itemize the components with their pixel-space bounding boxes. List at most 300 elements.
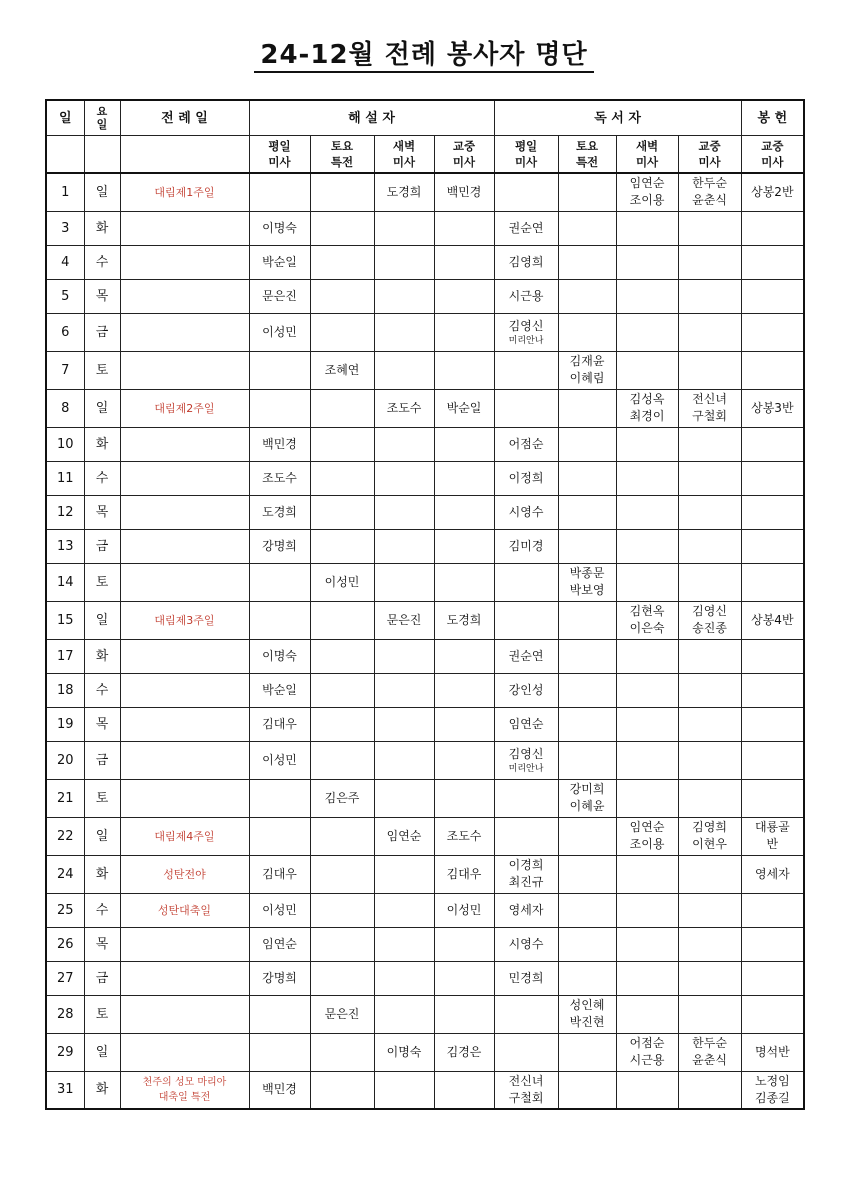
comm-dawn-cell (374, 995, 434, 1033)
day-cell: 26 (46, 927, 84, 961)
comm-dawn-cell (374, 673, 434, 707)
comm-dawn-cell (374, 351, 434, 389)
reader-weekday-cell: 김미경 (494, 529, 558, 563)
reader-main-cell: 한두순 윤춘식 (678, 1033, 741, 1071)
table-row (46, 855, 804, 893)
table-row (46, 893, 804, 927)
day-cell: 15 (46, 601, 84, 639)
comm-dawn-cell (374, 855, 434, 893)
table-row (46, 995, 804, 1033)
reader-sat-cell (558, 173, 616, 211)
day-cell: 27 (46, 961, 84, 995)
reader-main-cell (678, 707, 741, 741)
comm-main-cell (434, 245, 494, 279)
comm-sat-cell (310, 313, 374, 351)
weekday-cell: 금 (84, 741, 120, 779)
reader-main-cell (678, 495, 741, 529)
header-liturgy: 전 례 일 (120, 100, 249, 136)
comm-dawn-cell: 이명숙 (374, 1033, 434, 1071)
comm-weekday-cell (249, 173, 310, 211)
day-cell: 12 (46, 495, 84, 529)
reader-dawn-cell (616, 461, 678, 495)
liturgy-cell (120, 245, 249, 279)
comm-sat-cell (310, 389, 374, 427)
reader-dawn-cell (616, 995, 678, 1033)
table-row (46, 495, 804, 529)
sub-header-offering-main: 교중 미사 (741, 136, 804, 174)
comm-dawn-cell: 조도수 (374, 389, 434, 427)
comm-sat-cell (310, 427, 374, 461)
comm-dawn-cell (374, 279, 434, 313)
table-row (46, 707, 804, 741)
offering-cell (741, 351, 804, 389)
comm-weekday-cell: 이성민 (249, 313, 310, 351)
weekday-cell: 수 (84, 461, 120, 495)
comm-weekday-cell (249, 995, 310, 1033)
reader-dawn-cell (616, 707, 678, 741)
reader-weekday-cell (494, 563, 558, 601)
liturgy-cell (120, 461, 249, 495)
weekday-cell: 토 (84, 779, 120, 817)
weekday-cell: 일 (84, 601, 120, 639)
comm-main-cell (434, 707, 494, 741)
reader-dawn-cell (616, 961, 678, 995)
comm-sat-cell (310, 601, 374, 639)
comm-main-cell (434, 461, 494, 495)
comm-main-cell (434, 927, 494, 961)
reader-main-cell (678, 313, 741, 351)
liturgy-cell: 대림제4주일 (120, 817, 249, 855)
reader-dawn-cell (616, 529, 678, 563)
reader-sat-cell (558, 529, 616, 563)
reader-sat-cell (558, 279, 616, 313)
weekday-cell: 목 (84, 279, 120, 313)
day-cell: 20 (46, 741, 84, 779)
liturgy-cell: 천주의 성모 마리아 대축일 특전 (120, 1071, 249, 1109)
reader-weekday-cell: 민경희 (494, 961, 558, 995)
reader-main-cell: 전신녀 구철회 (678, 389, 741, 427)
comm-weekday-cell: 조도수 (249, 461, 310, 495)
reader-sat-cell: 강미희 이혜윤 (558, 779, 616, 817)
comm-weekday-cell: 이성민 (249, 741, 310, 779)
header-weekday: 요 일 (84, 100, 120, 136)
reader-main-cell (678, 855, 741, 893)
comm-dawn-cell: 임연순 (374, 817, 434, 855)
offering-cell (741, 563, 804, 601)
liturgy-cell (120, 639, 249, 673)
reader-main-cell (678, 639, 741, 673)
reader-weekday-cell: 강인성 (494, 673, 558, 707)
offering-cell: 상봉2반 (741, 173, 804, 211)
comm-main-cell: 김경은 (434, 1033, 494, 1071)
comm-main-cell (434, 427, 494, 461)
comm-weekday-cell: 이성민 (249, 893, 310, 927)
day-cell: 11 (46, 461, 84, 495)
comm-sat-cell (310, 741, 374, 779)
weekday-cell: 일 (84, 173, 120, 211)
comm-sat-cell: 김은주 (310, 779, 374, 817)
reader-main-cell: 김영희 이현우 (678, 817, 741, 855)
reader-dawn-cell: 임연순 조이용 (616, 173, 678, 211)
reader-dawn-cell (616, 313, 678, 351)
reader-sat-cell: 박종문 박보영 (558, 563, 616, 601)
sub-header-weekday-mass: 평일 미사 (494, 136, 558, 174)
reader-weekday-cell (494, 601, 558, 639)
reader-sat-cell (558, 741, 616, 779)
day-cell: 31 (46, 1071, 84, 1109)
table-row (46, 817, 804, 855)
table-row (46, 779, 804, 817)
sub-header-sat-special: 토요 특전 (310, 136, 374, 174)
reader-weekday-cell: 김영신 미리안나 (494, 313, 558, 351)
reader-weekday-cell: 이정희 (494, 461, 558, 495)
comm-main-cell (434, 351, 494, 389)
reader-weekday-cell: 어점순 (494, 427, 558, 461)
weekday-cell: 화 (84, 1071, 120, 1109)
header-commentator: 해 설 자 (249, 100, 494, 136)
comm-sat-cell (310, 707, 374, 741)
reader-dawn-cell: 김현옥 이은숙 (616, 601, 678, 639)
weekday-cell: 금 (84, 529, 120, 563)
comm-dawn-cell (374, 313, 434, 351)
liturgy-cell (120, 563, 249, 601)
comm-dawn-cell (374, 529, 434, 563)
reader-sat-cell (558, 427, 616, 461)
reader-dawn-cell (616, 279, 678, 313)
comm-weekday-cell: 문은진 (249, 279, 310, 313)
comm-sat-cell (310, 927, 374, 961)
reader-sat-cell (558, 461, 616, 495)
weekday-cell: 토 (84, 351, 120, 389)
comm-dawn-cell (374, 1071, 434, 1109)
weekday-cell: 화 (84, 855, 120, 893)
table-row (46, 927, 804, 961)
liturgy-cell (120, 673, 249, 707)
table-row (46, 601, 804, 639)
weekday-cell: 일 (84, 817, 120, 855)
day-cell: 4 (46, 245, 84, 279)
liturgy-cell (120, 495, 249, 529)
offering-cell (741, 461, 804, 495)
header-offering: 봉 헌 (741, 100, 804, 136)
comm-main-cell (434, 495, 494, 529)
offering-cell (741, 495, 804, 529)
reader-sat-cell (558, 245, 616, 279)
liturgy-cell (120, 1033, 249, 1071)
liturgy-cell (120, 779, 249, 817)
reader-main-cell (678, 995, 741, 1033)
reader-weekday-cell (494, 351, 558, 389)
reader-weekday-cell (494, 817, 558, 855)
reader-weekday-cell (494, 173, 558, 211)
comm-dawn-cell (374, 639, 434, 673)
reader-weekday-cell: 시근용 (494, 279, 558, 313)
name-note: 미리안나 (508, 335, 544, 346)
table-row (46, 673, 804, 707)
comm-sat-cell (310, 279, 374, 313)
comm-weekday-cell: 도경희 (249, 495, 310, 529)
reader-weekday-cell: 영세자 (494, 893, 558, 927)
reader-sat-cell (558, 211, 616, 245)
reader-main-cell (678, 461, 741, 495)
reader-sat-cell (558, 495, 616, 529)
weekday-cell: 목 (84, 495, 120, 529)
liturgy-cell (120, 995, 249, 1033)
sub-header-dawn-mass: 새벽 미사 (374, 136, 434, 174)
comm-main-cell: 이성민 (434, 893, 494, 927)
comm-sat-cell (310, 1071, 374, 1109)
liturgy-cell (120, 211, 249, 245)
day-cell: 21 (46, 779, 84, 817)
header-row-1 (46, 100, 804, 136)
comm-sat-cell (310, 173, 374, 211)
comm-main-cell (434, 529, 494, 563)
comm-weekday-cell (249, 351, 310, 389)
comm-weekday-cell: 김대우 (249, 855, 310, 893)
liturgy-cell (120, 313, 249, 351)
comm-weekday-cell (249, 563, 310, 601)
comm-main-cell: 도경희 (434, 601, 494, 639)
offering-cell (741, 961, 804, 995)
table-row (46, 245, 804, 279)
reader-dawn-cell (616, 741, 678, 779)
comm-weekday-cell (249, 1033, 310, 1071)
day-cell: 14 (46, 563, 84, 601)
comm-weekday-cell: 임연순 (249, 927, 310, 961)
weekday-cell: 화 (84, 211, 120, 245)
weekday-cell: 수 (84, 245, 120, 279)
reader-dawn-cell (616, 639, 678, 673)
reader-weekday-cell: 시영수 (494, 927, 558, 961)
comm-sat-cell (310, 245, 374, 279)
day-cell: 7 (46, 351, 84, 389)
reader-weekday-cell: 권순연 (494, 211, 558, 245)
offering-cell (741, 211, 804, 245)
reader-sat-cell (558, 389, 616, 427)
day-cell: 13 (46, 529, 84, 563)
liturgy-cell (120, 279, 249, 313)
comm-sat-cell (310, 461, 374, 495)
comm-sat-cell (310, 673, 374, 707)
table-row (46, 563, 804, 601)
liturgy-cell (120, 351, 249, 389)
table-row (46, 173, 804, 211)
comm-dawn-cell (374, 461, 434, 495)
reader-main-cell (678, 893, 741, 927)
offering-cell: 노정임 김종길 (741, 1071, 804, 1109)
comm-main-cell (434, 961, 494, 995)
comm-sat-cell: 조혜연 (310, 351, 374, 389)
offering-cell (741, 995, 804, 1033)
table-row (46, 961, 804, 995)
reader-sat-cell (558, 639, 616, 673)
reader-dawn-cell (616, 893, 678, 927)
day-cell: 22 (46, 817, 84, 855)
day-cell: 18 (46, 673, 84, 707)
reader-sat-cell (558, 855, 616, 893)
reader-weekday-cell: 김영희 (494, 245, 558, 279)
day-cell: 17 (46, 639, 84, 673)
liturgy-cell (120, 529, 249, 563)
offering-cell (741, 741, 804, 779)
reader-sat-cell (558, 927, 616, 961)
liturgy-cell (120, 427, 249, 461)
reader-sat-cell (558, 673, 616, 707)
comm-dawn-cell: 문은진 (374, 601, 434, 639)
comm-weekday-cell: 박순일 (249, 673, 310, 707)
reader-main-cell (678, 279, 741, 313)
name-note: 미리안나 (508, 763, 544, 774)
comm-main-cell: 조도수 (434, 817, 494, 855)
weekday-cell: 토 (84, 995, 120, 1033)
liturgy-cell (120, 741, 249, 779)
comm-dawn-cell (374, 961, 434, 995)
table-row (46, 211, 804, 245)
offering-cell (741, 779, 804, 817)
comm-main-cell (434, 279, 494, 313)
reader-sat-cell: 김재윤 이혜림 (558, 351, 616, 389)
comm-dawn-cell (374, 245, 434, 279)
comm-sat-cell: 문은진 (310, 995, 374, 1033)
reader-dawn-cell (616, 855, 678, 893)
comm-sat-cell (310, 211, 374, 245)
day-cell: 25 (46, 893, 84, 927)
reader-main-cell (678, 961, 741, 995)
reader-dawn-cell (616, 927, 678, 961)
comm-main-cell (434, 741, 494, 779)
reader-main-cell: 김영신 송진종 (678, 601, 741, 639)
sub-header-main-mass: 교중 미사 (434, 136, 494, 174)
liturgy-cell: 대림제1주일 (120, 173, 249, 211)
reader-weekday-cell: 임연순 (494, 707, 558, 741)
header-day: 일 (46, 100, 84, 136)
day-cell: 6 (46, 313, 84, 351)
liturgy-cell: 대림제3주일 (120, 601, 249, 639)
reader-sat-cell (558, 601, 616, 639)
reader-sat-cell (558, 707, 616, 741)
weekday-cell: 금 (84, 313, 120, 351)
offering-cell: 상봉3반 (741, 389, 804, 427)
weekday-cell: 목 (84, 707, 120, 741)
reader-dawn-cell (616, 673, 678, 707)
reader-weekday-cell (494, 995, 558, 1033)
reader-main-cell (678, 211, 741, 245)
table-row (46, 529, 804, 563)
header-reader: 독 서 자 (494, 100, 741, 136)
comm-dawn-cell (374, 427, 434, 461)
comm-sat-cell: 이성민 (310, 563, 374, 601)
reader-weekday-cell: 김영신 미리안나 (494, 741, 558, 779)
reader-dawn-cell (616, 495, 678, 529)
offering-cell (741, 927, 804, 961)
comm-weekday-cell: 김대우 (249, 707, 310, 741)
comm-sat-cell (310, 961, 374, 995)
reader-dawn-cell (616, 211, 678, 245)
comm-sat-cell (310, 639, 374, 673)
comm-dawn-cell (374, 495, 434, 529)
weekday-cell: 일 (84, 389, 120, 427)
reader-dawn-cell (616, 427, 678, 461)
reader-sat-cell (558, 961, 616, 995)
table-row (46, 1071, 804, 1109)
comm-dawn-cell (374, 927, 434, 961)
comm-main-cell (434, 779, 494, 817)
reader-main-cell: 한두순 윤춘식 (678, 173, 741, 211)
comm-main-cell: 백민경 (434, 173, 494, 211)
reader-dawn-cell (616, 1071, 678, 1109)
comm-weekday-cell (249, 779, 310, 817)
reader-weekday-cell: 시영수 (494, 495, 558, 529)
table-row (46, 461, 804, 495)
comm-dawn-cell (374, 563, 434, 601)
table-row (46, 427, 804, 461)
offering-cell: 대룡골 반 (741, 817, 804, 855)
reader-main-cell (678, 779, 741, 817)
reader-sat-cell (558, 817, 616, 855)
comm-weekday-cell (249, 601, 310, 639)
day-cell: 5 (46, 279, 84, 313)
comm-dawn-cell (374, 211, 434, 245)
reader-main-cell (678, 351, 741, 389)
reader-dawn-cell (616, 779, 678, 817)
offering-cell (741, 279, 804, 313)
comm-sat-cell (310, 529, 374, 563)
comm-weekday-cell: 강명희 (249, 961, 310, 995)
sub-header-main-mass: 교중 미사 (678, 136, 741, 174)
header-row-2 (46, 136, 804, 174)
liturgy-cell (120, 927, 249, 961)
comm-sat-cell (310, 817, 374, 855)
liturgy-cell (120, 961, 249, 995)
liturgy-cell: 성탄대축일 (120, 893, 249, 927)
comm-weekday-cell: 백민경 (249, 427, 310, 461)
reader-sat-cell (558, 1033, 616, 1071)
reader-weekday-cell: 전신녀 구철회 (494, 1071, 558, 1109)
reader-main-cell (678, 563, 741, 601)
comm-weekday-cell: 강명희 (249, 529, 310, 563)
weekday-cell: 목 (84, 927, 120, 961)
offering-cell (741, 313, 804, 351)
weekday-cell: 화 (84, 427, 120, 461)
comm-dawn-cell: 도경희 (374, 173, 434, 211)
reader-dawn-cell (616, 245, 678, 279)
reader-main-cell (678, 529, 741, 563)
comm-weekday-cell: 이명숙 (249, 211, 310, 245)
comm-dawn-cell (374, 741, 434, 779)
schedule-body (46, 173, 804, 1109)
weekday-cell: 수 (84, 893, 120, 927)
reader-sat-cell: 성인혜 박진현 (558, 995, 616, 1033)
table-row (46, 639, 804, 673)
comm-weekday-cell: 이명숙 (249, 639, 310, 673)
offering-cell (741, 529, 804, 563)
comm-dawn-cell (374, 779, 434, 817)
comm-sat-cell (310, 855, 374, 893)
day-cell: 1 (46, 173, 84, 211)
weekday-cell: 화 (84, 639, 120, 673)
comm-main-cell (434, 995, 494, 1033)
reader-weekday-cell: 권순연 (494, 639, 558, 673)
reader-main-cell (678, 673, 741, 707)
day-cell: 28 (46, 995, 84, 1033)
table-row (46, 389, 804, 427)
comm-dawn-cell (374, 893, 434, 927)
offering-cell (741, 707, 804, 741)
weekday-cell: 토 (84, 563, 120, 601)
sub-header-weekday-mass: 평일 미사 (249, 136, 310, 174)
day-cell: 10 (46, 427, 84, 461)
reader-weekday-cell (494, 779, 558, 817)
